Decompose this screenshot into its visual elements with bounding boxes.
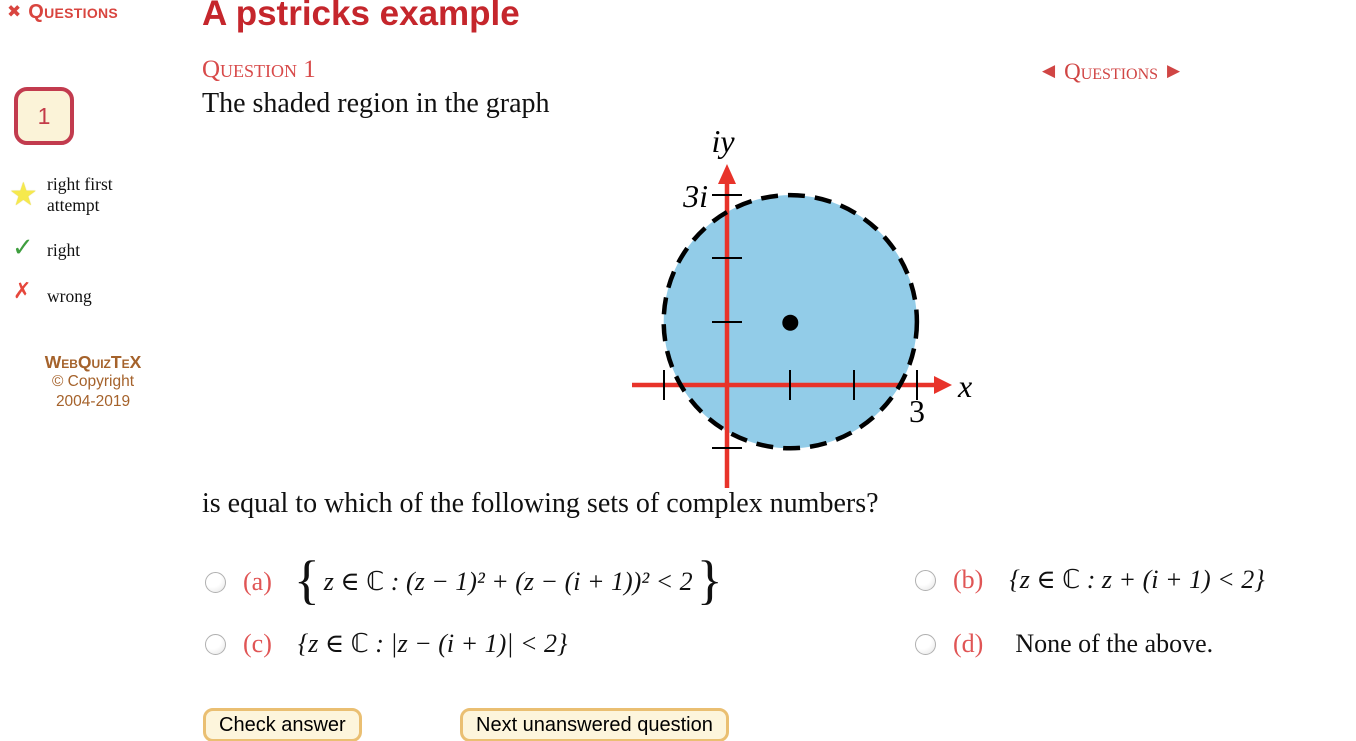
option-c-math: {z ∈ ℂ : |z − (i + 1)| < 2}	[297, 629, 568, 658]
legend-wrong-label: wrong	[47, 286, 92, 306]
star-icon: ★	[9, 176, 38, 212]
option-b-math: {z ∈ ℂ : z + (i + 1) < 2}	[1009, 565, 1265, 594]
next-question-icon[interactable]: ▶	[1167, 61, 1181, 81]
option-a-label: (a)	[243, 567, 272, 596]
option-d	[915, 624, 1213, 664]
cross-icon: ✗	[13, 279, 32, 304]
copyright-line: © Copyright	[51, 373, 135, 390]
copyright-years: 2004-2019	[55, 393, 131, 410]
next-unanswered-question-button[interactable]: Next unanswered question	[460, 708, 729, 741]
option-c-radio[interactable]	[205, 634, 226, 655]
check-answer-button[interactable]: Check answer	[203, 708, 362, 741]
option-d-label: (d)	[953, 629, 984, 658]
option-b-label: (b)	[953, 565, 984, 594]
legend-right-label: right	[47, 240, 81, 260]
option-a-math: z ∈ ℂ : (z − 1)² + (z − (i + 1))² < 2	[323, 567, 693, 596]
option-a-radio[interactable]	[205, 572, 226, 593]
questions-toggle[interactable]	[7, 2, 118, 22]
option-b	[915, 560, 1265, 600]
option-d-text: None of the above.	[1015, 629, 1214, 658]
question-prompt-text: is equal to which of the following sets of complex numbers?	[202, 488, 879, 519]
check-icon: ✓	[12, 233, 34, 263]
option-a-brace-open: {	[293, 550, 320, 610]
y-axis-arrow-icon	[718, 164, 736, 184]
x-axis-arrow-icon	[934, 376, 952, 394]
option-c-label: (c)	[243, 629, 272, 658]
option-b-radio[interactable]	[915, 570, 936, 591]
branding-block	[28, 352, 158, 412]
option-a-brace-close: }	[696, 550, 723, 610]
questions-toggle-label: Questions	[28, 1, 119, 23]
question-heading: Question 1	[202, 56, 316, 83]
nav-questions-label[interactable]: Questions	[1064, 59, 1159, 84]
circle-center-point	[782, 315, 798, 331]
x-tick-label-3: 3	[909, 393, 925, 429]
y-tick-label-3i: 3i	[683, 178, 708, 214]
y-axis-label: iy	[711, 123, 735, 159]
option-a	[205, 549, 723, 615]
x-axis-label: x	[958, 368, 973, 404]
complex-plane-graph	[628, 122, 984, 492]
page-title: A pstricks example	[202, 0, 520, 33]
webquiztex-logo: WebQuizTeX	[44, 352, 142, 372]
legend-right-first-attempt-label: right first attempt	[47, 174, 113, 215]
question-nav	[1042, 60, 1180, 83]
close-icon[interactable]: ✖	[7, 1, 22, 22]
option-c	[205, 624, 567, 664]
prev-question-icon[interactable]: ◀	[1042, 61, 1056, 81]
question-intro-text: The shaded region in the graph	[202, 88, 550, 119]
option-d-radio[interactable]	[915, 634, 936, 655]
question-number-button[interactable]: 1	[14, 87, 74, 145]
